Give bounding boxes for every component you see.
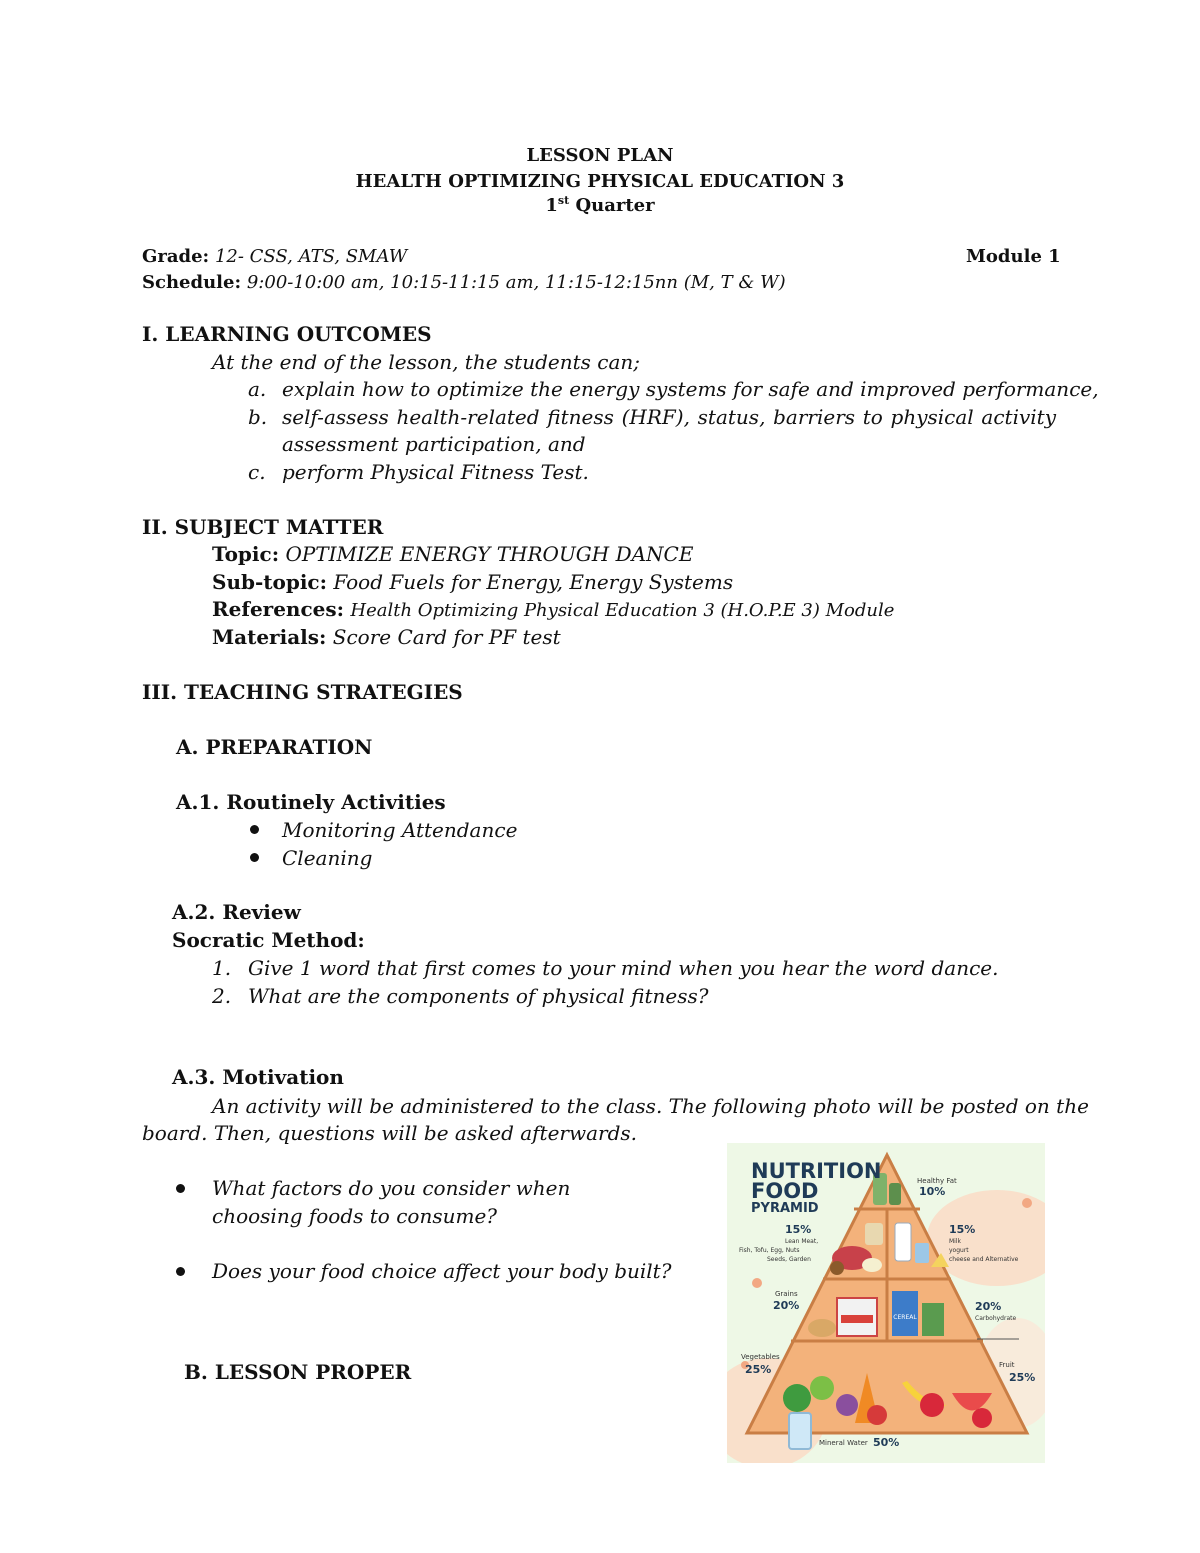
apple-food [920,1393,944,1417]
doc-quarter: 1st Quarter [545,194,655,216]
doc-title: LESSON PLAN [526,145,674,166]
yogurt-cup [915,1243,929,1263]
cereal-box-text: CEREAL [893,1314,917,1321]
protein-pct: 15% [785,1223,812,1236]
bullet-dot [250,825,259,834]
veg-pct: 25% [745,1363,772,1376]
review-num-1: 1. [212,956,232,980]
pasta-box [922,1303,944,1336]
review-question-2: What are the components of physical fitness? [248,984,709,1008]
jar-food [865,1223,883,1245]
vegetable-food [836,1394,858,1416]
nut-food [830,1261,844,1275]
fat-pct: 10% [919,1185,946,1198]
outcome-letter-b: b. [248,405,268,429]
milk-label: Milk [949,1238,961,1245]
milk-pct: 15% [949,1223,976,1236]
doc-subject: HEALTH OPTIMIZING PHYSICAL EDUCATION 3 [355,171,845,192]
socratic-heading: Socratic Method: [172,928,365,952]
grade-line: Grade: 12- CSS, ATS, SMAW [142,246,408,267]
motivation-heading: A.3. Motivation [172,1065,344,1089]
outcome-a: explain how to optimize the energy systems for safe and improved performance, [282,377,1099,401]
oil-bottle [889,1183,901,1205]
pyramid-title-1: NUTRITION [751,1159,882,1183]
water-pct: 50% [873,1436,900,1449]
subtopic-line: Sub-topic: Food Fuels for Energy, Energy Systems [212,570,734,594]
milk-label: cheese and Alternative [949,1256,1019,1263]
outcomes-intro: At the end of the lesson, the students can; [212,350,640,374]
egg-food [862,1258,882,1272]
cereal-box-label [841,1315,873,1323]
outcome-b-cont: assessment participation, and [282,432,586,456]
motivation-question-2: Does your food choice affect your body built? [212,1259,672,1283]
decor-dot [1022,1198,1032,1208]
grains-pct: 20% [773,1299,800,1312]
water-glass-icon [789,1413,811,1449]
apple-food [972,1408,992,1428]
lesson-proper-heading: B. LESSON PROPER [184,1360,412,1384]
motivation-question-1-cont: choosing foods to consume? [212,1204,497,1228]
subject-heading: II. SUBJECT MATTER [142,515,384,539]
carb-label: Carbohydrate [975,1315,1017,1322]
outcome-b: self-assess health-related fitness (HRF), status, barriers to physical activity [282,405,1056,429]
milk-carton [895,1223,911,1261]
vegetable-food [810,1376,834,1400]
vegetable-food [783,1384,811,1412]
protein-label: Fish, Tofu, Egg, Nuts [739,1247,800,1254]
bread-food [808,1319,836,1337]
routine-item-2: Cleaning [282,846,373,870]
grains-label: Grains [775,1290,798,1298]
nutrition-pyramid-image [727,1143,1045,1463]
pyramid-title-2: FOOD [751,1179,819,1203]
materials-line: Materials: Score Card for PF test [212,625,561,649]
motivation-text-2: board. Then, questions will be asked afterwards. [142,1121,638,1145]
bullet-dot [250,853,259,862]
motivation-question-1: What factors do you consider when [212,1176,571,1200]
protein-label: Lean Meat, [785,1238,819,1245]
milk-label: yogurt [949,1247,969,1254]
review-num-2: 2. [212,984,232,1008]
decor-dot [752,1278,762,1288]
outcome-letter-a: a. [248,377,267,401]
bullet-dot [176,1267,185,1276]
review-question-1: Give 1 word that first comes to your mind when you hear the word dance. [248,956,999,980]
outcomes-heading: I. LEARNING OUTCOMES [142,322,432,346]
schedule-line: Schedule: 9:00-10:00 am, 10:15-11:15 am, 11:15-12:15nn (M, T & W) [142,272,786,293]
outcome-c: perform Physical Fitness Test. [282,460,589,484]
tomato-food [867,1405,887,1425]
fruit-label: Fruit [999,1361,1015,1369]
strategies-heading: III. TEACHING STRATEGIES [142,680,463,704]
motivation-text-1: An activity will be administered to the class. The following photo will be posted on the [212,1094,1089,1118]
fat-label: Healthy Fat [917,1177,957,1185]
protein-label: Seeds, Garden [767,1256,811,1263]
references-line: References: Health Optimizing Physical Education 3 (H.O.P.E 3) Module [212,597,895,621]
routine-item-1: Monitoring Attendance [282,818,518,842]
pyramid-title-3: PYRAMID [751,1201,819,1216]
preparation-heading: A. PREPARATION [176,735,373,759]
carb-pct: 20% [975,1300,1002,1313]
review-heading: A.2. Review [172,900,301,924]
fruit-pct: 25% [1009,1371,1036,1384]
topic-line: Topic: OPTIMIZE ENERGY THROUGH DANCE [212,542,694,566]
veg-label: Vegetables [741,1353,780,1361]
module-label: Module 1 [966,246,1061,267]
bullet-dot [176,1184,185,1193]
outcome-letter-c: c. [248,460,266,484]
water-label: Mineral Water [819,1439,868,1447]
routine-heading: A.1. Routinely Activities [176,790,446,814]
